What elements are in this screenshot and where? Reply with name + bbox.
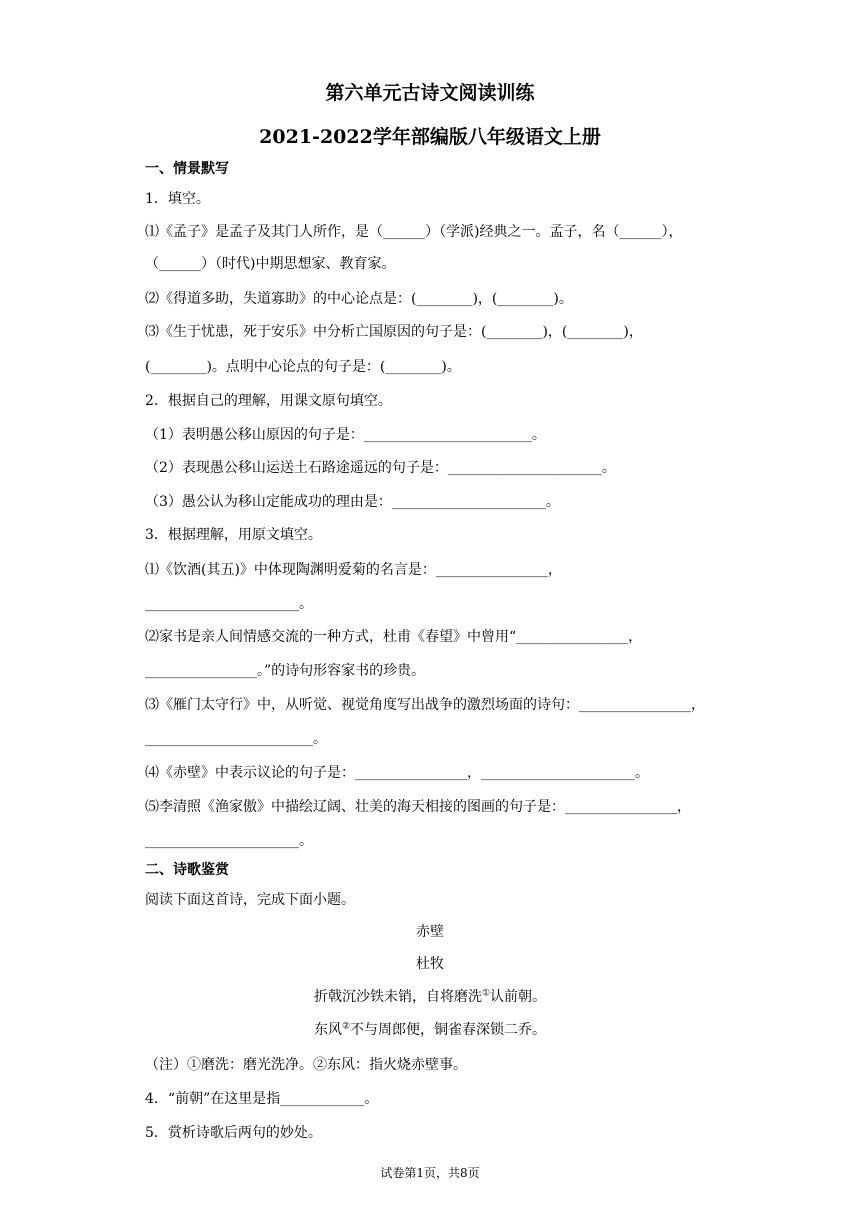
question-3-1-line1: ⑴《饮酒(其五)》中体现陶渊明爱菊的名言是：________________， — [145, 562, 562, 578]
question-1-3-line2: (________)。点明中心论点的句子是：(________)。 — [145, 359, 461, 375]
poem-line-1-part2: 认前朝。 — [490, 989, 547, 1005]
question-5: 5．赏析诗歌后两句的妙处。 — [145, 1125, 322, 1141]
question-3-2-line2: ________________。”的诗句形容家书的珍贵。 — [145, 663, 426, 679]
poem-line-2 — [0, 1019, 860, 1039]
poem-line-1 — [0, 986, 860, 1006]
question-3-5-line2: ______________________。 — [145, 833, 313, 849]
question-2-3: （3）愚公认为移山定能成功的理由是：______________________。 — [145, 494, 560, 510]
question-1-3-line1: ⑶《生于忧患，死于安乐》中分析亡国原因的句子是：(________)，(________)， — [145, 324, 643, 340]
section-heading-2: 二、诗歌鉴赏 — [145, 862, 229, 878]
section-heading-1: 一、情景默写 — [145, 161, 229, 177]
question-1-2: ⑵《得道多助，失道寡助》的中心论点是：(________)，(________)。 — [145, 291, 573, 307]
question-3-heading: 3．根据理解，用原文填空。 — [145, 527, 322, 543]
question-3-2-line1: ⑵家书是亲人间情感交流的一种方式，杜甫《春望》中曾用“________________， — [145, 629, 643, 645]
main-title: 第六单元古诗文阅读训练 — [325, 82, 535, 104]
sub-title: 2021-2022学年部编版八年级语文上册 — [259, 126, 601, 148]
question-1-heading: 1．填空。 — [145, 191, 210, 207]
question-2-1: （1）表明愚公移山原因的句子是：________________________。 — [145, 427, 546, 443]
question-1-1-line1: ⑴《孟子》是孟子及其门人所作，是（______）（学派)经典之一。孟子，名（______）， — [145, 224, 683, 240]
question-3-3-line2: ________________________。 — [145, 731, 327, 747]
question-3-4: ⑷《赤壁》中表示议论的句子是：________________，______________________。 — [145, 765, 649, 781]
question-3-1-line2: ______________________。 — [145, 596, 313, 612]
poem-title: 赤壁 — [416, 924, 444, 940]
footnote-marker-1: ① — [481, 988, 491, 999]
reading-instruction: 阅读下面这首诗，完成下面小题。 — [145, 892, 355, 908]
question-4: 4．“前朝”在这里是指____________。 — [145, 1091, 379, 1107]
poem-line-2-part1: 东风 — [313, 1022, 342, 1038]
question-3-3-line1: ⑶《雁门太守行》中，从听觉、视觉角度写出战争的激烈场面的诗句：________________， — [145, 697, 705, 713]
poem-line-2-part2: 不与周郎便，铜雀春深锁二乔。 — [350, 1022, 547, 1038]
poem-line-1-part1: 折戟沉沙铁未销，自将磨洗 — [313, 989, 482, 1005]
poem-author: 杜牧 — [416, 956, 444, 972]
footnote-marker-2: ② — [341, 1021, 351, 1032]
question-2-heading: 2．根据自己的理解，用课文原句填空。 — [145, 393, 392, 409]
question-3-5-line1: ⑸李清照《渔家傲》中描绘辽阔、壮美的海天相接的图画的句子是：________________， — [145, 799, 691, 815]
question-2-2: （2）表现愚公移山运送土石路途遥远的句子是：______________________。 — [145, 460, 616, 476]
question-1-1-line2: （______）（时代)中期思想家、教育家。 — [145, 256, 396, 272]
page-footer: 试卷第1页，共8页 — [380, 1166, 480, 1180]
poem-note: （注）①磨洗：磨光洗净。②东风：指火烧赤壁事。 — [145, 1057, 467, 1073]
